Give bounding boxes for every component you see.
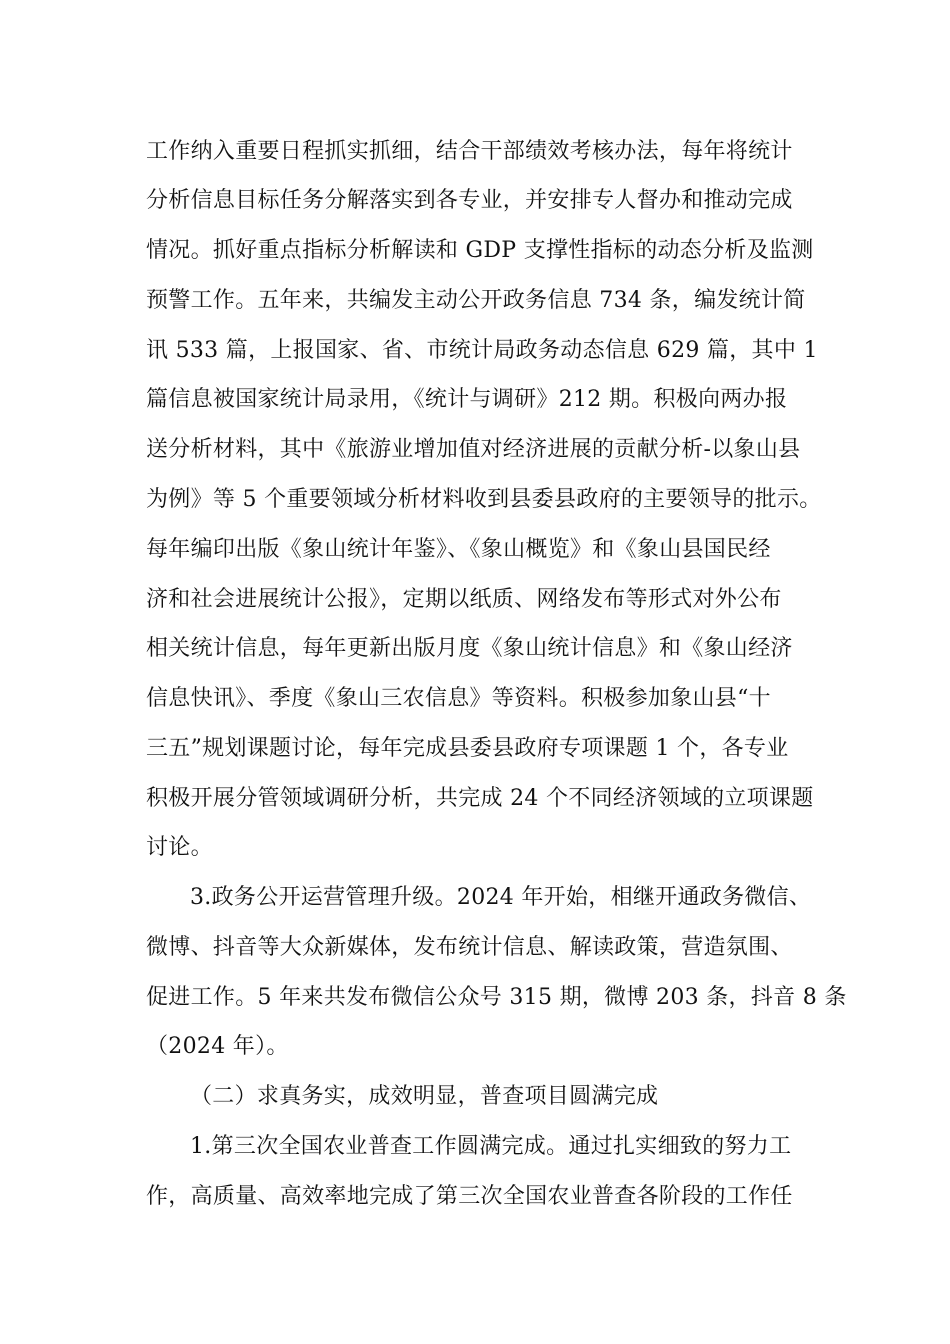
text-line: 积极开展分管领域调研分析，共完成 24 个不同经济领域的立项课题 [146, 786, 814, 811]
paragraph-heading: 1.第三次全国农业普查工作圆满完成。通过扎实细致的努力工 [190, 1134, 792, 1159]
paragraph-heading: 3.政务公开运营管理升级。2024 年开始，相继开通政务微信、 [190, 885, 812, 910]
text-line: 济和社会进展统计公报》，定期以纸质、网络发布等形式对外公布 [146, 587, 782, 612]
text-line: 作，高质量、高效率地完成了第三次全国农业普查各阶段的工作任 [146, 1184, 793, 1209]
text-line: （2024 年）。 [146, 1034, 289, 1059]
text-line: 为例》等 5 个重要领域分析材料收到县委县政府的主要领导的批示。 [146, 487, 822, 512]
text-line: 篇信息被国家统计局录用，《统计与调研》212 期。积极向两办报 [146, 387, 788, 412]
text-line: 分析信息目标任务分解落实到各专业，并安排专人督办和推动完成 [146, 188, 793, 213]
text-line: 相关统计信息，每年更新出版月度《象山统计信息》和《象山经济 [146, 636, 793, 661]
section-heading: （二）求真务实，成效明显，普查项目圆满完成 [190, 1084, 659, 1109]
text-line: 讯 533 篇，上报国家、省、市统计局政务动态信息 629 篇，其中 1 [146, 338, 818, 363]
text-line: 微博、抖音等大众新媒体，发布统计信息、解读政策，营造氛围、 [146, 935, 793, 960]
text-line: 送分析材料，其中《旅游业增加值对经济进展的贡献分析-以象山县 [146, 437, 801, 462]
text-line: 信息快讯》、季度《象山三农信息》等资料。积极参加象山县“十 [146, 686, 771, 711]
text-line: 讨论。 [146, 835, 213, 860]
text-line: 促进工作。5 年来共发布微信公众号 315 期，微博 203 条，抖音 8 条 [146, 985, 847, 1010]
text-line: 预警工作。五年来，共编发主动公开政务信息 734 条，编发统计简 [146, 288, 806, 313]
text-line: 每年编印出版《象山统计年鉴》、《象山概览》和《象山县国民经 [146, 537, 771, 562]
text-line: 三五”规划课题讨论，每年完成县委县政府专项课题 1 个，各专业 [146, 736, 789, 761]
text-line: 工作纳入重要日程抓实抓细，结合干部绩效考核办法，每年将统计 [146, 139, 793, 164]
text-line: 情况。抓好重点指标分析解读和 GDP 支撑性指标的动态分析及监测 [146, 238, 814, 263]
